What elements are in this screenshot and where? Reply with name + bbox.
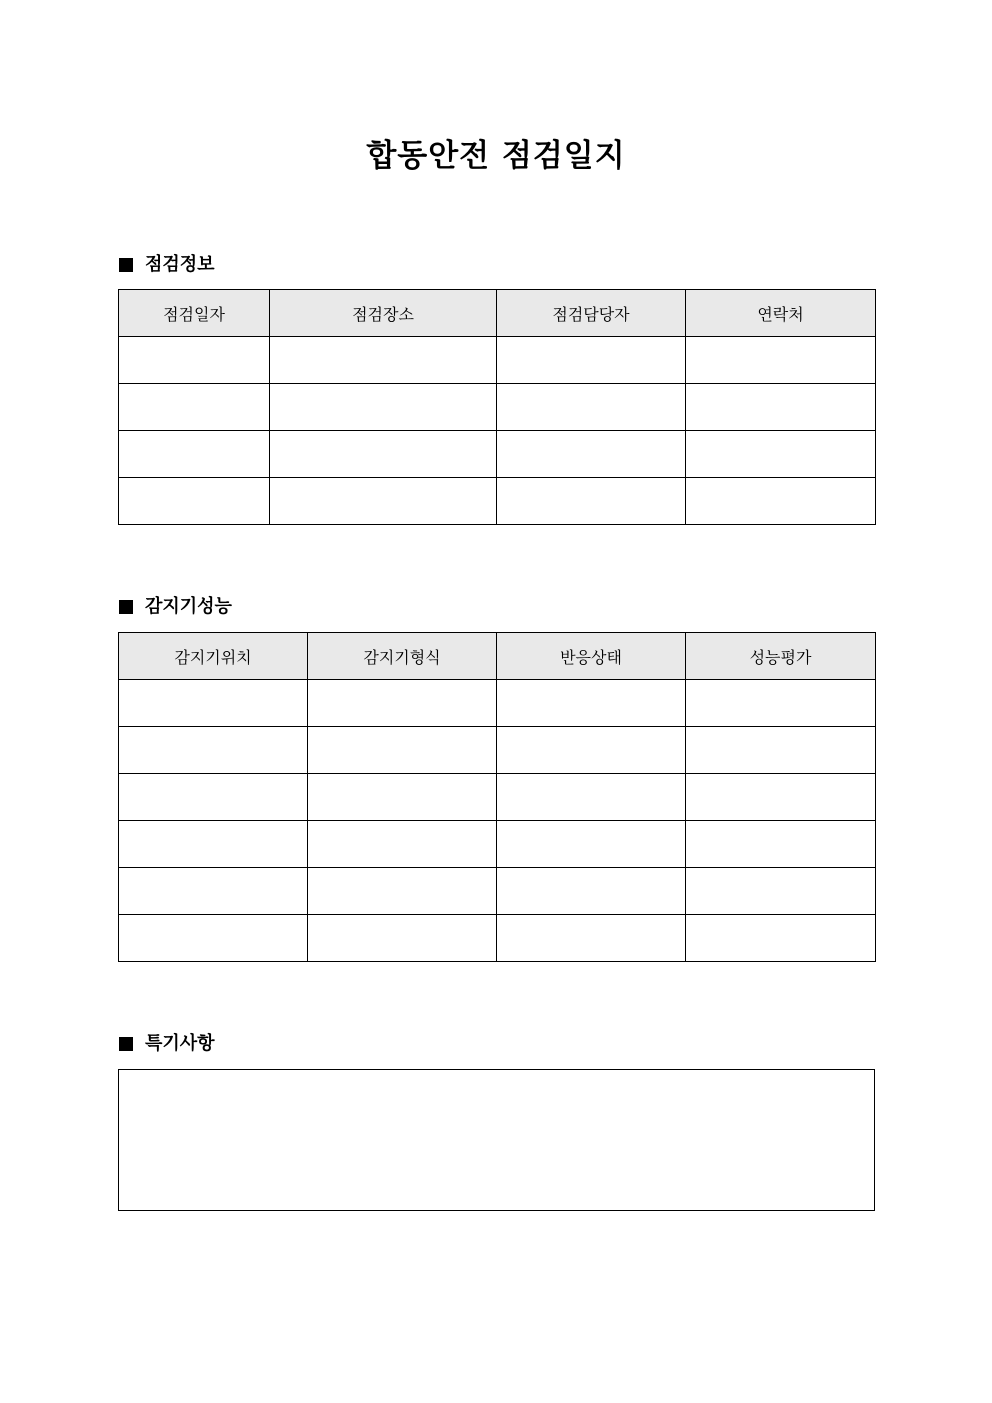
table-cell[interactable] bbox=[686, 915, 876, 962]
table-header-row bbox=[119, 633, 876, 680]
table-row bbox=[119, 915, 876, 962]
column-header: 점검일자 bbox=[119, 290, 270, 337]
table-cell[interactable] bbox=[686, 821, 876, 868]
square-bullet-icon bbox=[119, 1037, 133, 1051]
table-cell[interactable] bbox=[270, 478, 497, 525]
table-cell[interactable] bbox=[119, 680, 308, 727]
table-cell[interactable] bbox=[119, 337, 270, 384]
column-header: 점검장소 bbox=[270, 290, 497, 337]
table-cell[interactable] bbox=[308, 868, 497, 915]
table-cell[interactable] bbox=[119, 727, 308, 774]
table-cell[interactable] bbox=[270, 337, 497, 384]
table-cell[interactable] bbox=[497, 915, 686, 962]
table-cell[interactable] bbox=[497, 727, 686, 774]
table-cell[interactable] bbox=[686, 478, 876, 525]
table-cell[interactable] bbox=[686, 868, 876, 915]
table-row bbox=[119, 337, 876, 384]
table-cell[interactable] bbox=[308, 680, 497, 727]
section-heading-inspection-info bbox=[119, 253, 215, 277]
table-cell[interactable] bbox=[308, 821, 497, 868]
table-cell[interactable] bbox=[497, 868, 686, 915]
table-row bbox=[119, 868, 876, 915]
section-heading-label: 점검정보 bbox=[145, 254, 215, 275]
table-cell[interactable] bbox=[119, 868, 308, 915]
table-cell[interactable] bbox=[308, 727, 497, 774]
table-header-row bbox=[119, 290, 876, 337]
detector-performance-table bbox=[118, 632, 876, 962]
table-cell[interactable] bbox=[497, 680, 686, 727]
table-cell[interactable] bbox=[308, 915, 497, 962]
table-cell[interactable] bbox=[686, 680, 876, 727]
table-cell[interactable] bbox=[119, 431, 270, 478]
table-cell[interactable] bbox=[497, 821, 686, 868]
table-cell[interactable] bbox=[686, 384, 876, 431]
table-cell[interactable] bbox=[270, 431, 497, 478]
document-title: 합동안전 점검일지 bbox=[366, 138, 626, 174]
table-cell[interactable] bbox=[497, 384, 686, 431]
table-cell[interactable] bbox=[497, 774, 686, 821]
remarks-box[interactable] bbox=[118, 1069, 875, 1211]
column-header: 연락처 bbox=[686, 290, 876, 337]
table-row bbox=[119, 774, 876, 821]
table-cell[interactable] bbox=[119, 821, 308, 868]
table-row bbox=[119, 478, 876, 525]
table-cell[interactable] bbox=[686, 727, 876, 774]
square-bullet-icon bbox=[119, 258, 133, 272]
table-cell[interactable] bbox=[119, 478, 270, 525]
column-header: 성능평가 bbox=[686, 633, 876, 680]
section-heading-label: 감지기성능 bbox=[145, 596, 232, 617]
table-cell[interactable] bbox=[497, 478, 686, 525]
table-cell[interactable] bbox=[119, 915, 308, 962]
table-cell[interactable] bbox=[308, 774, 497, 821]
table-cell[interactable] bbox=[497, 337, 686, 384]
table-cell[interactable] bbox=[686, 431, 876, 478]
section-heading-detector-performance bbox=[119, 595, 232, 619]
table-row bbox=[119, 680, 876, 727]
section-heading-label: 특기사항 bbox=[145, 1033, 215, 1054]
table-cell[interactable] bbox=[270, 384, 497, 431]
table-row bbox=[119, 384, 876, 431]
square-bullet-icon bbox=[119, 600, 133, 614]
table-cell[interactable] bbox=[497, 431, 686, 478]
column-header: 점검담당자 bbox=[497, 290, 686, 337]
inspection-info-table bbox=[118, 289, 876, 525]
table-cell[interactable] bbox=[119, 774, 308, 821]
table-cell[interactable] bbox=[119, 384, 270, 431]
table-cell[interactable] bbox=[686, 337, 876, 384]
table-row bbox=[119, 727, 876, 774]
table-row bbox=[119, 821, 876, 868]
column-header: 반응상태 bbox=[497, 633, 686, 680]
column-header: 감지기형식 bbox=[308, 633, 497, 680]
table-cell[interactable] bbox=[686, 774, 876, 821]
column-header: 감지기위치 bbox=[119, 633, 308, 680]
section-heading-remarks bbox=[119, 1032, 215, 1056]
table-row bbox=[119, 431, 876, 478]
